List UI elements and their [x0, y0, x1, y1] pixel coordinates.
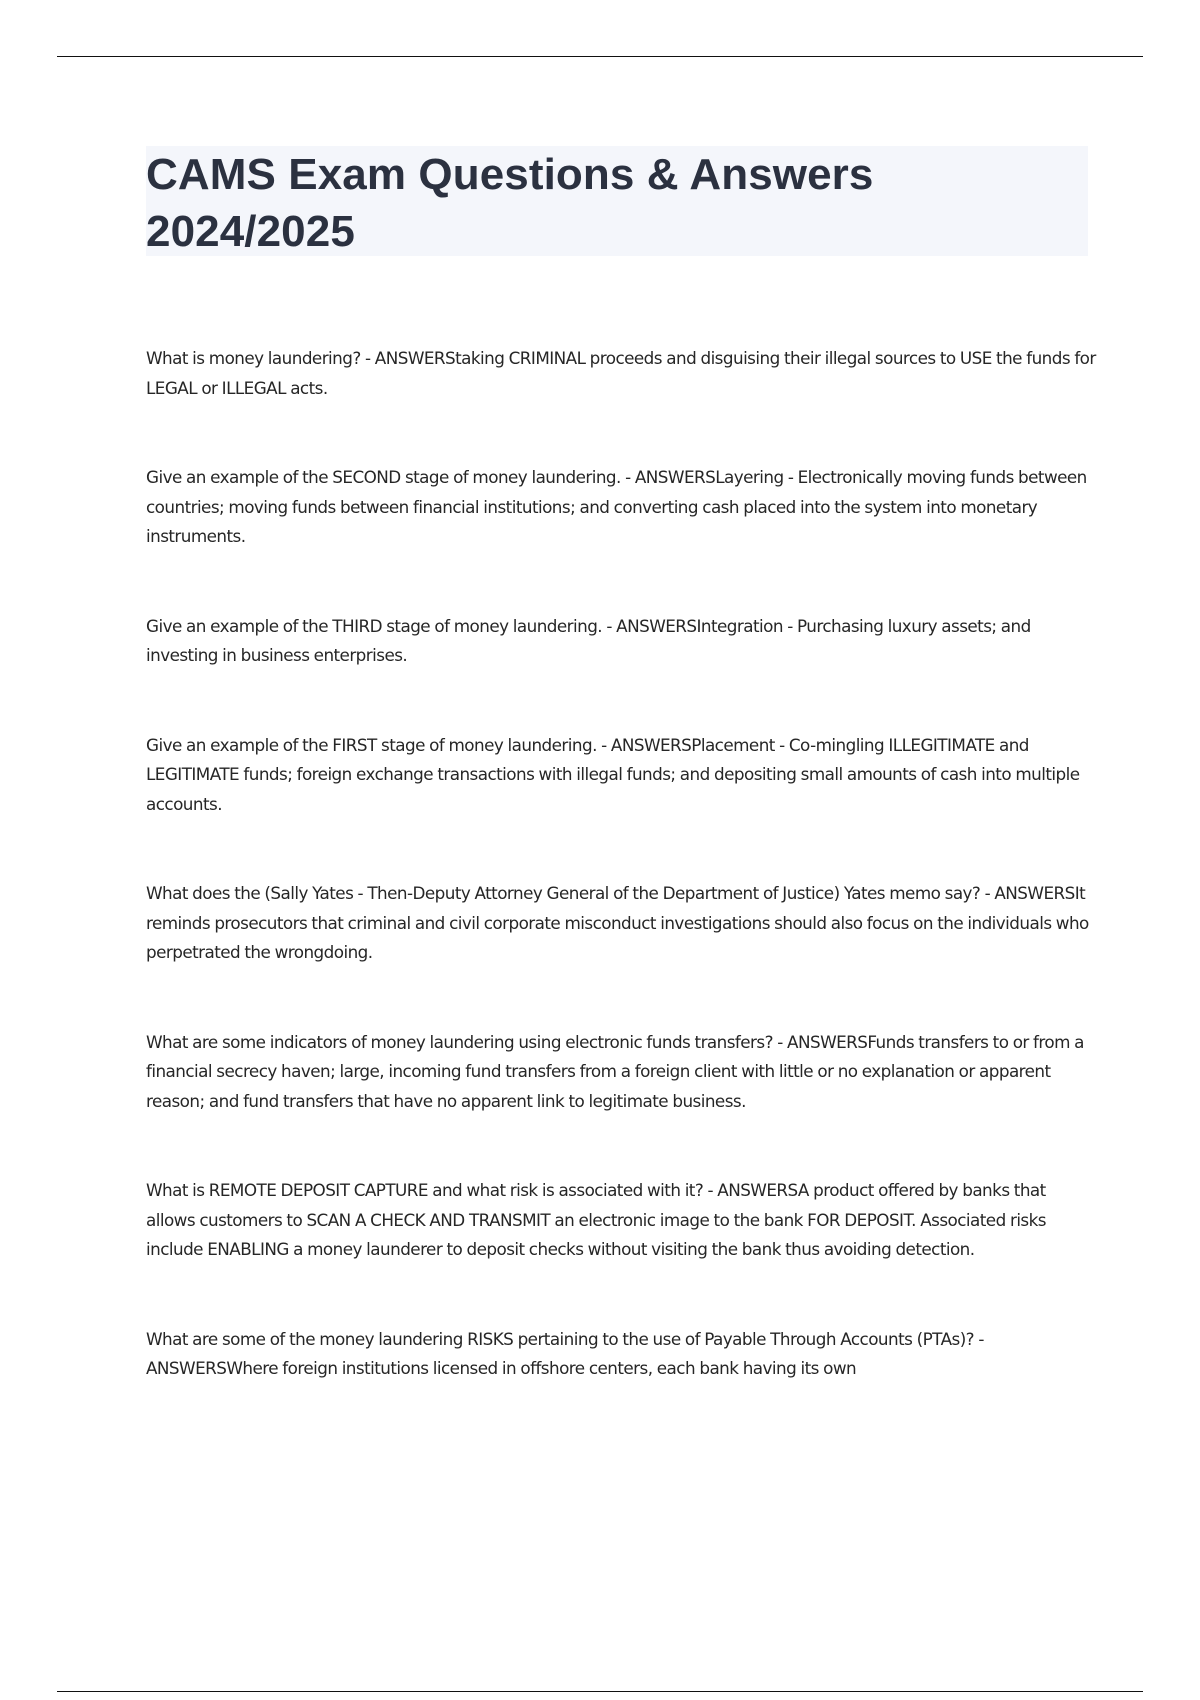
qa-item: What does the (Sally Yates - Then-Deputy Attorney General of the Department of Justice) Yates memo say? - ANSWERSIt reminds prosecutors that criminal and civil corporate misconduct investigations should also focus on the individuals who perpetrated the wrongdoing.: [146, 883, 1089, 962]
qa-item: What is money laundering? - ANSWERStaking CRIMINAL proceeds and disguising their illegal sources to USE the funds for LEGAL or ILLEGAL acts.: [146, 348, 1096, 398]
qa-item: What is REMOTE DEPOSIT CAPTURE and what risk is associated with it? - ANSWERSA product offered by banks that allows customers to SCAN A CHECK AND TRANSMIT an electronic image to the bank FOR DEPOSIT. Associated risks include ENABLING a money launderer to deposit checks without visiting the bank thus avoiding detection.: [146, 1180, 1046, 1259]
qa-item: Give an example of the FIRST stage of money laundering. - ANSWERSPlacement - Co-mingling ILLEGITIMATE and LEGITIMATE funds; foreign exchange transactions with illegal funds; and depositing small amounts of cash into multiple accounts.: [146, 734, 1080, 814]
qa-item: Give an example of the SECOND stage of money laundering. - ANSWERSLayering - Electronically moving funds between countries; moving funds between financial institutions; and converting cash placed into the system into monetary instruments.: [146, 467, 1087, 546]
qa-item: What are some indicators of money laundering using electronic funds transfers? - ANSWERSFunds transfers to or from a financial secrecy haven; large, incoming fund transfers from a foreign client with little or no explanation or apparent reason; and fund transfers that have no apparent link to legitimate business.: [146, 1031, 1084, 1111]
footer-rule: [57, 1691, 1143, 1692]
header-rule: [57, 56, 1143, 57]
qa-item: What are some of the money laundering RISKS pertaining to the use of Payable Through Accounts (PTAs)? - ANSWERSWhere foreign institutions licensed in offshore centers, each bank having its own: [146, 1328, 984, 1378]
title-block: [146, 146, 1088, 256]
qa-item: Give an example of the THIRD stage of money laundering. - ANSWERSIntegration - Purchasing luxury assets; and investing in business enterprises.: [146, 615, 1031, 665]
document-title: CAMS Exam Questions & Answers 2024/2025: [146, 150, 874, 256]
qa-list: [146, 344, 1096, 1384]
